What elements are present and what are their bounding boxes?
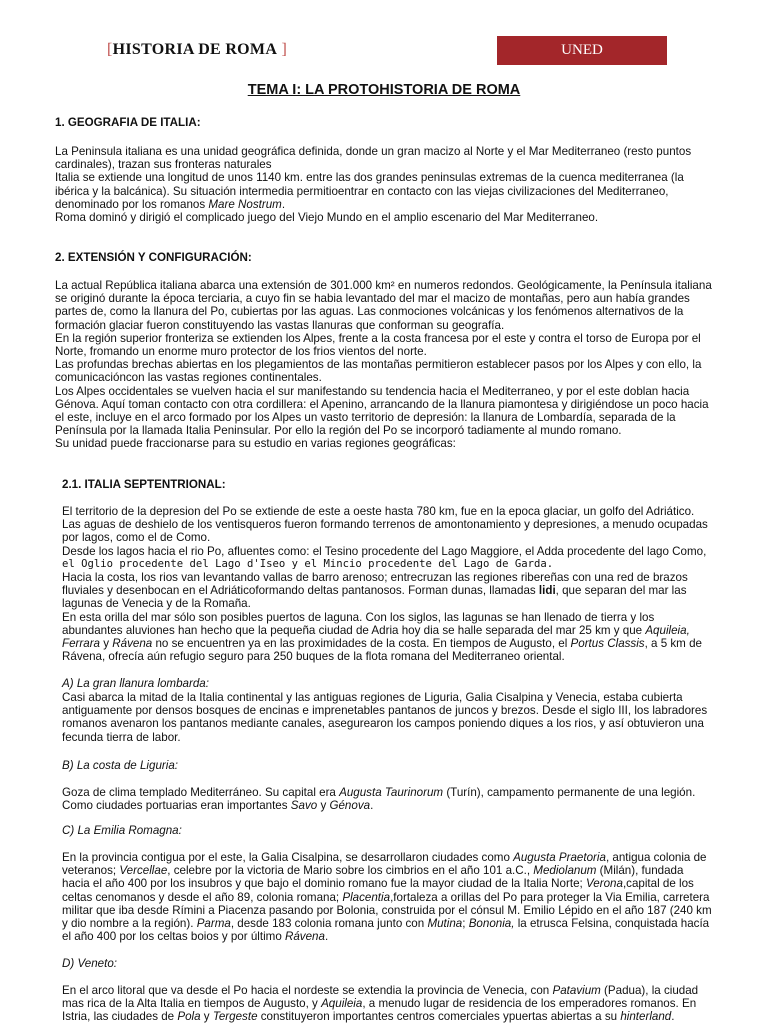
subsection-c-heading: C) La Emilia Romagna:	[62, 824, 182, 837]
section-2-heading: 2. EXTENSIÓN Y CONFIGURACIÓN:	[55, 251, 252, 264]
section-2-1-text: El territorio de la depresion del Po se extiende de este a oeste hasta 780 km, fue en la epoca glaciar, un golfo del Adriático. Las aguas de deshielo de los ventisqueros fueron formando terrenos de amontonamiento y depresiones, a menudo ocupadas por lagos, como el de Como. Desde los lagos hacia el rio Po, afluentes como: el Tesino procedente del Lago Maggiore, el Adda procedente del lago Como, el Oglio procedente del Lago d'Iseo y el Mincio procedente del Lago de Garda. Hacia la costa, los rios van levantando vallas de barro arenoso; entrecruzan las regiones ribereñas con una red de brazos fluviales y desenbocan en el Adriáticoformando deltas pantanosos. Forman dunas, llamadas lidi, que separan del mar las lagunas de Venecia y de la Romaña. En esta orilla del mar sólo son posibles puertos de laguna. Con los siglos, las lagunas se han llenado de tierra y los abundantes aluviones han hecho que la pequeña ciudad de Adria hoy dia se halle separada del mar 25 km y que Aquileia, Ferrara y Rávena no se encuentren ya en las proximidades de la costa. En tiempos de Augusto, el Portus Classis, a 5 km de Rávena, ofrecía aún refugio seguro para 250 buques de la flota romana del Mediterraneo oriental.	[62, 505, 708, 664]
page-title: TEMA I: LA PROTOHISTORIA DE ROMA	[247, 82, 521, 98]
subsection-a-text: Casi abarca la mitad de la Italia continental y las antiguas regiones de Liguria, Galia Cisalpina y Venecia, estaba cubierta antiguamente por densos bosques de encinas e imprenetables pantanos de juncos y brezos. Desde el siglo III, los labradores romanos avenaron los pantanos mediante canales, asegurearon los campos poniendo diques a los rios, y así obtuvieron una fecunda tierra de labor.	[62, 691, 708, 744]
subsection-b-heading: B) La costa de Liguria:	[62, 759, 179, 772]
section-1-text: La Peninsula italiana es una unidad geográfica definida, donde un gran macizo al Norte y el Mar Mediterraneo (resto puntos cardinales), trazan sus fronteras naturales Italia se extiende una longitud de unos 1140 km. entre las dos grandes peninsulas extremas de la cuenca mediterranea (la ibérica y la balcánica). Su situación intermedia permitioentrar en contacto con las viejas civilizaciones del Mediterraneo, denominado por los romanos Mare Nostrum. Roma dominó y dirigió el complicado juego del Viejo Mundo en el amplio escenario del Mar Mediterraneo.	[55, 145, 692, 225]
subsection-a-heading: A) La gran llanura lombarda:	[62, 677, 209, 690]
section-2-text: La actual República italiana abarca una extensión de 301.000 km² en numeros redondos. Geológicamente, la Península italiana se originó durante la época terciaria, a cuyo fin se habia levantado del mar el macizo de montañas, pero aun había grandes partes de, como la llanura del Po, cubiertas por las aguas. Las conmociones volcánicas y los fenómenos alternativos de la formación glaciar fueron constituyendo las vastas llanuras que conforman su geografía. En la región superior fronteriza se extienden los Alpes, frente a la costa francesa por el este y contra el torso de Europa por el Norte, fromando un enorme muro protector de los frios vientos del norte. Las profundas brechas abiertas en los plegamientos de las montañas permitieron establecer pasos por los Alpes y con ello, la comunicacióncon las vastas regiones continentales. Los Alpes occidentales se vuelven hacia el sur manifestando su tendencia hacia el Mediterraneo, y por el este doblan hacia Génova. Aquí toman contacto con otra cordillera: el Apenino, arrancando de la llanura piamontesa y dirigiéndose un poco hacia el este, incluye en el arco formado por los Alpes un vasto territorio de depresión: la llanura de Lombardía, separada de la Península por la llamada Italia Peninsular. Por ello la región del Po se incorporó tadiamente al mundo romano. Su unidad puede fraccionarse para su estudio en varias regiones geográficas:	[55, 279, 712, 451]
section-1-heading: 1. GEOGRAFIA DE ITALIA:	[55, 116, 201, 129]
subsection-b-text: Goza de clima templado Mediterráneo. Su capital era Augusta Taurinorum (Turín), campamento permanente de una legión. Como ciudades portuarias eran importantes Savo y Génova.	[62, 786, 696, 813]
subsection-c-text: En la provincia contigua por el este, la Galia Cisalpina, se desarrollaron ciudades como Augusta Praetoria, antigua colonia de veteranos; Vercellae, celebre por la victoria de Mario sobre los cimbrios en el año 101 a.C., Mediolanum (Milán), fundada hacia el año 400 por los insubros y que bajo el dominio romano fue la mayor ciudad de la Italia Norte; Verona,capital de los celtas cenomanos y desde el año 89, colonia romana; Placentia,fortaleza a orillas del Po para proteger la Via Emilia, carretera militar que iba desde Rímini a Piacenza pasando por Bolonia, construida por el cónsul M. Emilio Lépido en el año 187 (240 km y dio nombre a la región). Parma, desde 183 colonia romana junto con Mutina; Bononia, la etrusca Felsina, conquistada hacía el año 400 por los celtas boios y por último Rávena.	[62, 851, 712, 944]
uned-badge: UNED	[497, 36, 667, 65]
header-course-title: [HISTORIA DE ROMA ]	[107, 41, 288, 58]
subsection-d-heading: D) Veneto:	[62, 957, 117, 970]
subsection-d-text: En el arco litoral que va desde el Po hacia el nordeste se extendia la provincia de Venecia, con Patavium (Padua), la ciudad mas rica de la Alta Italia en tiempos de Augusto, y Aquileia, a menudo lugar de residencia de los emperadores romanos. En Istria, las ciudades de Pola y Tergeste constituyeron importantes centros comerciales ypuertas abiertas a su hinterland.	[62, 984, 699, 1024]
section-2-1-heading: 2.1. ITALIA SEPTENTRIONAL:	[62, 478, 226, 491]
